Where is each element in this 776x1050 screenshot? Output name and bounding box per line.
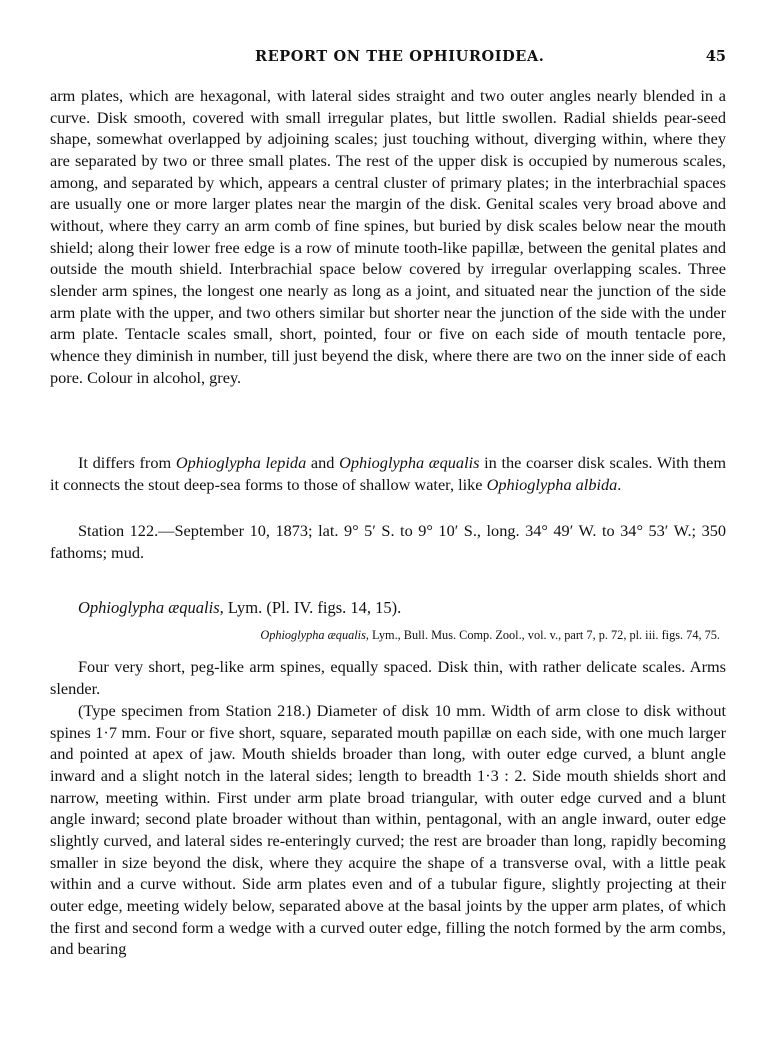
species-heading-name: Ophioglypha æqualis: [78, 598, 220, 617]
species-heading-plate: , Lym. (Pl. IV. figs. 14, 15).: [219, 598, 402, 617]
comparison-text: in the coarser disk scales. With them it connects the stout deep-sea forms to those of shallow water, like: [50, 453, 726, 494]
synonymy-citation: [50, 627, 726, 643]
description-paragraph: arm plates, which are hexagonal, with lateral sides straight and two outer angles nearly blended in a curve. Disk smooth, covered with small irregular plates, but little swollen. Radial shields pear-seed shape, somewhat overlapped by adjoining scales; just touching without, diverging within, where they are separated by two or three small plates. The rest of the upper disk is occupied by numerous scales, among, and separated by which, appears a central cluster of primary plates; in the interbrachial spaces are usually one or more larger plates near the margin of the disk. Genital scales very broad above and without, where they carry an arm comb of fine spines, but buried by disk scales below near the mouth shield; along their lower free edge is a row of minute tooth-like papillæ, between the genital plates and outside the mouth shield. Interbrachial space below covered by irregular overlapping scales. Three slender arm spines, the longest one nearly as long as a joint, and situated near the junction of the side arm plate with the upper, and two others similar but shorter near the junction of the side with the under arm plate. Tentacle scales small, short, pointed, four or five on each side of mouth tentacle pore, whence they diminish in number, till just beyend the disk, where there are two on the inner side of each pore. Colour in alcohol, grey.: [50, 86, 726, 387]
citation-reference: , Lym., Bull. Mus. Comp. Zool., vol. v., part 7, p. 72, pl. iii. figs. 74, 75.: [365, 628, 720, 642]
type-specimen-paragraph: (Type specimen from Station 218.) Diameter of disk 10 mm. Width of arm close to disk without spines 1·7 mm. Four or five short, square, separated mouth papillæ on each side, with one much larger and pointed at apex of jaw. Mouth shields broader than long, with outer edge curved, a blunt angle inward and a slight notch in the lateral sides; length to breadth 1·3 : 2. Side mouth shields short and narrow, meeting within. First under arm plate broad triangular, with outer edge curved and a blunt angle inward; second plate broader without than within, pentagonal, with an angle inward, outer edge slightly curved, and lateral sides re-enteringly curved; the rest are broader than long, rapidly becoming smaller in size beyond the disk, where they acquire the shape of a transverse oval, with a little peak within and a curve without. Side arm plates even and of a tubular figure, slightly projecting at their outer edge, meeting widely below, separated above at the basal joints by the upper arm plates, of which the first and second form a wedge with a curved outer edge, filling the notch formed by the arm combs, and bearing: [50, 701, 726, 959]
comparison-text: and: [306, 453, 340, 472]
comparison-text: .: [617, 474, 622, 494]
citation-species-name: Ophioglypha æqualis: [260, 628, 366, 642]
species-name-lepida: Ophioglypha lepida: [175, 453, 307, 472]
species-name-aequalis: Ophioglypha æqualis: [339, 453, 480, 472]
comparison-text: It differs from: [78, 453, 176, 472]
diagnosis-paragraph: Four very short, peg-like arm spines, equally spaced. Disk thin, with rather delicate scales. Arms slender.: [50, 657, 726, 698]
station-paragraph: Station 122.—September 10, 1873; lat. 9° 5′ S. to 9° 10′ S., long. 34° 49′ W. to 34° 53′ W.; 350 fathoms; mud.: [50, 521, 726, 562]
running-title: REPORT ON THE OPHIUROIDEA.: [255, 48, 545, 65]
comparison-paragraph: [50, 452, 726, 495]
page-number: 45: [705, 48, 726, 65]
species-name-albida: Ophioglypha albida: [486, 474, 618, 494]
species-heading: [78, 597, 401, 619]
running-header: [50, 48, 726, 70]
